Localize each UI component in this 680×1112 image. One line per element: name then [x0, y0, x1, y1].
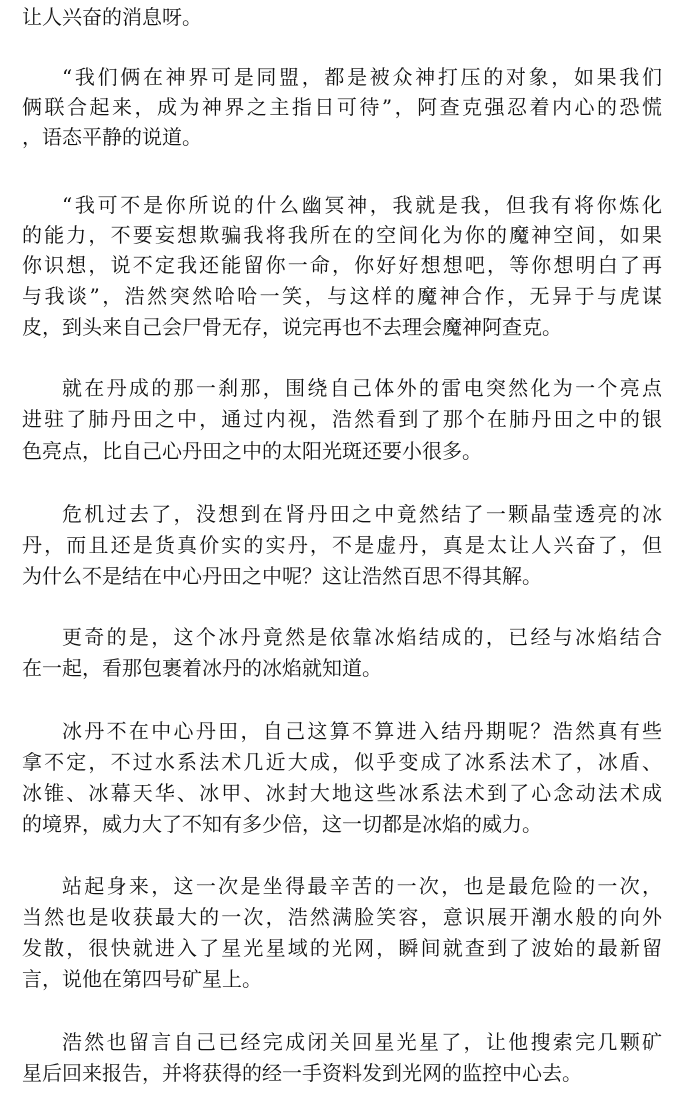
text-line: 的境界，威力大了不知有多少倍，这一切都是冰焰的威力。 [22, 812, 542, 836]
text-line: “我们俩在神界可是同盟，都是被众神打压的对象，如果我们 [62, 65, 662, 89]
text-line: 星后回来报告，并将获得的经一手资料发到光网的监控中心去。 [22, 1061, 582, 1085]
text-line: 的能力，不要妄想欺骗我将我所在的空间化为你的魔神空间，如果 [22, 223, 662, 247]
text-line: 当然也是收获最大的一次，浩然满脸笑容，意识展开潮水般的向外 [22, 905, 662, 929]
text-line: 站起身来，这一次是坐得最辛苦的一次，也是最危险的一次， [62, 874, 662, 898]
text-line: 为什么不是结在中心丹田之中呢？这让浩然百思不得其解。 [22, 564, 542, 588]
text-line: “我可不是你所说的什么幽冥神，我就是我，但我有将你炼化 [62, 193, 662, 217]
text-line: 丹，而且还是货真价实的实丹，不是虚丹，真是太让人兴奋了，但 [22, 533, 662, 557]
text-line: 冰锥、冰幕天华、冰甲、冰封大地这些冰系法术到了心念动法术成 [22, 781, 662, 805]
text-line: 就在丹成的那一刹那，围绕自己体外的雷电突然化为一个亮点 [62, 376, 662, 400]
text-line: 你识想，说不定我还能留你一命，你好好想想吧，等你想明白了再 [22, 253, 662, 277]
text-line: 拿不定，不过水系法术几近大成，似乎变成了冰系法术了，冰盾、 [22, 750, 662, 774]
text-line: 色亮点，比自己心丹田之中的太阳光斑还要小很多。 [22, 439, 482, 463]
text-line: 在一起，看那包裹着冰丹的冰焰就知道。 [22, 656, 382, 680]
text-line: 更奇的是，这个冰丹竟然是依靠冰焰结成的，已经与冰焰结合 [62, 625, 662, 649]
text-line: 言，说他在第四号矿星上。 [22, 967, 262, 991]
text-line: 让人兴奋的消息呀。 [22, 5, 202, 29]
text-line: 皮，到头来自己会尸骨无存，说完再也不去理会魔神阿查克。 [22, 315, 562, 339]
text-line: 危机过去了，没想到在肾丹田之中竟然结了一颗晶莹透亮的冰 [62, 502, 662, 526]
text-line: ，语态平静的说道。 [22, 125, 202, 149]
text-line: 发散，很快就进入了星光星域的光网，瞬间就查到了波始的最新留 [22, 936, 662, 960]
text-line: 与我谈”，浩然突然哈哈一笑，与这样的魔神合作，无异于与虎谋 [22, 284, 662, 308]
text-line: 俩联合起来，成为神界之主指日可待”，阿查克强忍着内心的恐慌 [22, 95, 662, 119]
text-line: 进驻了肺丹田之中，通过内视，浩然看到了那个在肺丹田之中的银 [22, 407, 662, 431]
text-line: 浩然也留言自己已经完成闭关回星光星了，让他搜索完几颗矿 [62, 1030, 662, 1054]
text-line: 冰丹不在中心丹田，自己这算不算进入结丹期呢？浩然真有些 [62, 719, 662, 743]
